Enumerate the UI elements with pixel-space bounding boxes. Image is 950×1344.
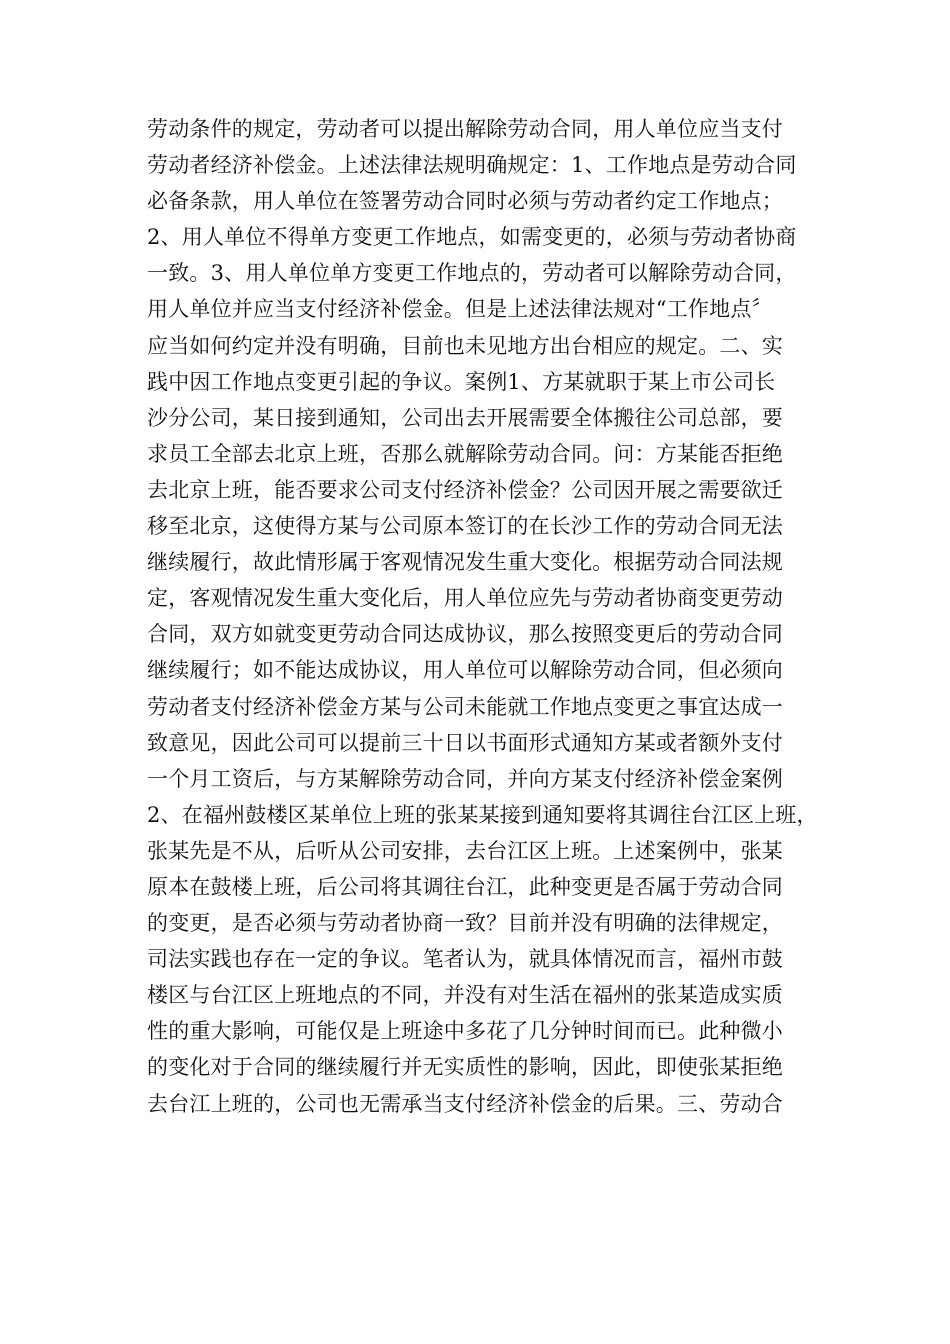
text-line-10: 求员工全部去北京上班，否那么就解除劳动合同。问：方某能否拒绝 (147, 441, 783, 466)
text-line-15: 合同，双方如就变更劳动合同达成协议，那么按照变更后的劳动合同 (147, 622, 783, 647)
text-line-3: 必备条款，用人单位在签署劳动合同时必须与劳动者约定工作地点； (147, 189, 783, 214)
text-line-19: 一个月工资后，与方某解除劳动合同，并向方某支付经济补偿金案例 (147, 766, 783, 791)
text-line-6: 用人单位并应当支付经济补偿金。但是上述法律法规对“工作地点〞 (147, 297, 773, 322)
text-line-13: 继续履行，故此情形属于客观情况发生重大变化。根据劳动合同法规 (147, 550, 783, 575)
text-line-24: 司法实践也存在一定的争议。笔者认为，就具体情况而言，福州市鼓 (147, 947, 783, 972)
text-line-11: 去北京上班，能否要求公司支付经济补偿金？公司因开展之需要欲迁 (147, 477, 783, 502)
text-line-22: 原本在鼓楼上班，后公司将其调往台江，此种变更是否属于劳动合同 (147, 874, 783, 899)
text-line-7: 应当如何约定并没有明确，目前也未见地方出台相应的规定。二、实 (147, 333, 783, 358)
text-line-23: 的变更，是否必须与劳动者协商一致？目前并没有明确的法律规定， (147, 911, 783, 936)
text-line-20: 2、在福州鼓楼区某单位上班的张某某接到通知要将其调往台江区上班， (147, 802, 818, 827)
text-line-8: 践中因工作地点变更引起的争议。案例1、方某就职于某上市公司长 (147, 369, 776, 394)
text-line-4: 2、用人单位不得单方变更工作地点，如需变更的，必须与劳动者协商 (147, 225, 797, 250)
text-line-14: 定，客观情况发生重大变化后，用人单位应先与劳动者协商变更劳动 (147, 586, 783, 611)
text-line-16: 继续履行；如不能达成协议，用人单位可以解除劳动合同，但必须向 (147, 658, 783, 683)
body-text (147, 111, 827, 1122)
text-line-1: 劳动条件的规定，劳动者可以提出解除劳动合同，用人单位应当支付 (147, 117, 783, 141)
text-line-21: 张某先是不从，后听从公司安排，去台江区上班。上述案例中，张某 (147, 838, 783, 863)
text-line-12: 移至北京，这使得方某与公司原本签订的在长沙工作的劳动合同无法 (147, 514, 783, 539)
text-line-28: 去台江上班的，公司也无需承当支付经济补偿金的后果。三、劳动合 (147, 1091, 783, 1116)
text-line-26: 性的重大影响，可能仅是上班途中多花了几分钟时间而已。此种微小 (147, 1019, 783, 1044)
text-line-17: 劳动者支付经济补偿金方某与公司未能就工作地点变更之事宜达成一 (147, 694, 783, 719)
text-line-25: 楼区与台江区上班地点的不同，并没有对生活在福州的张某造成实质 (147, 983, 783, 1008)
text-line-27: 的变化对于合同的继续履行并无实质性的影响，因此，即使张某拒绝 (147, 1055, 783, 1080)
text-line-18: 致意见，因此公司可以提前三十日以书面形式通知方某或者额外支付 (147, 730, 783, 755)
text-line-2: 劳动者经济补偿金。上述法律法规明确规定：1、工作地点是劳动合同 (147, 153, 797, 178)
text-line-5: 一致。3、用人单位单方变更工作地点的，劳动者可以解除劳动合同， (147, 261, 797, 286)
text-line-9: 沙分公司，某日接到通知，公司出去开展需要全体搬往公司总部，要 (147, 405, 783, 430)
